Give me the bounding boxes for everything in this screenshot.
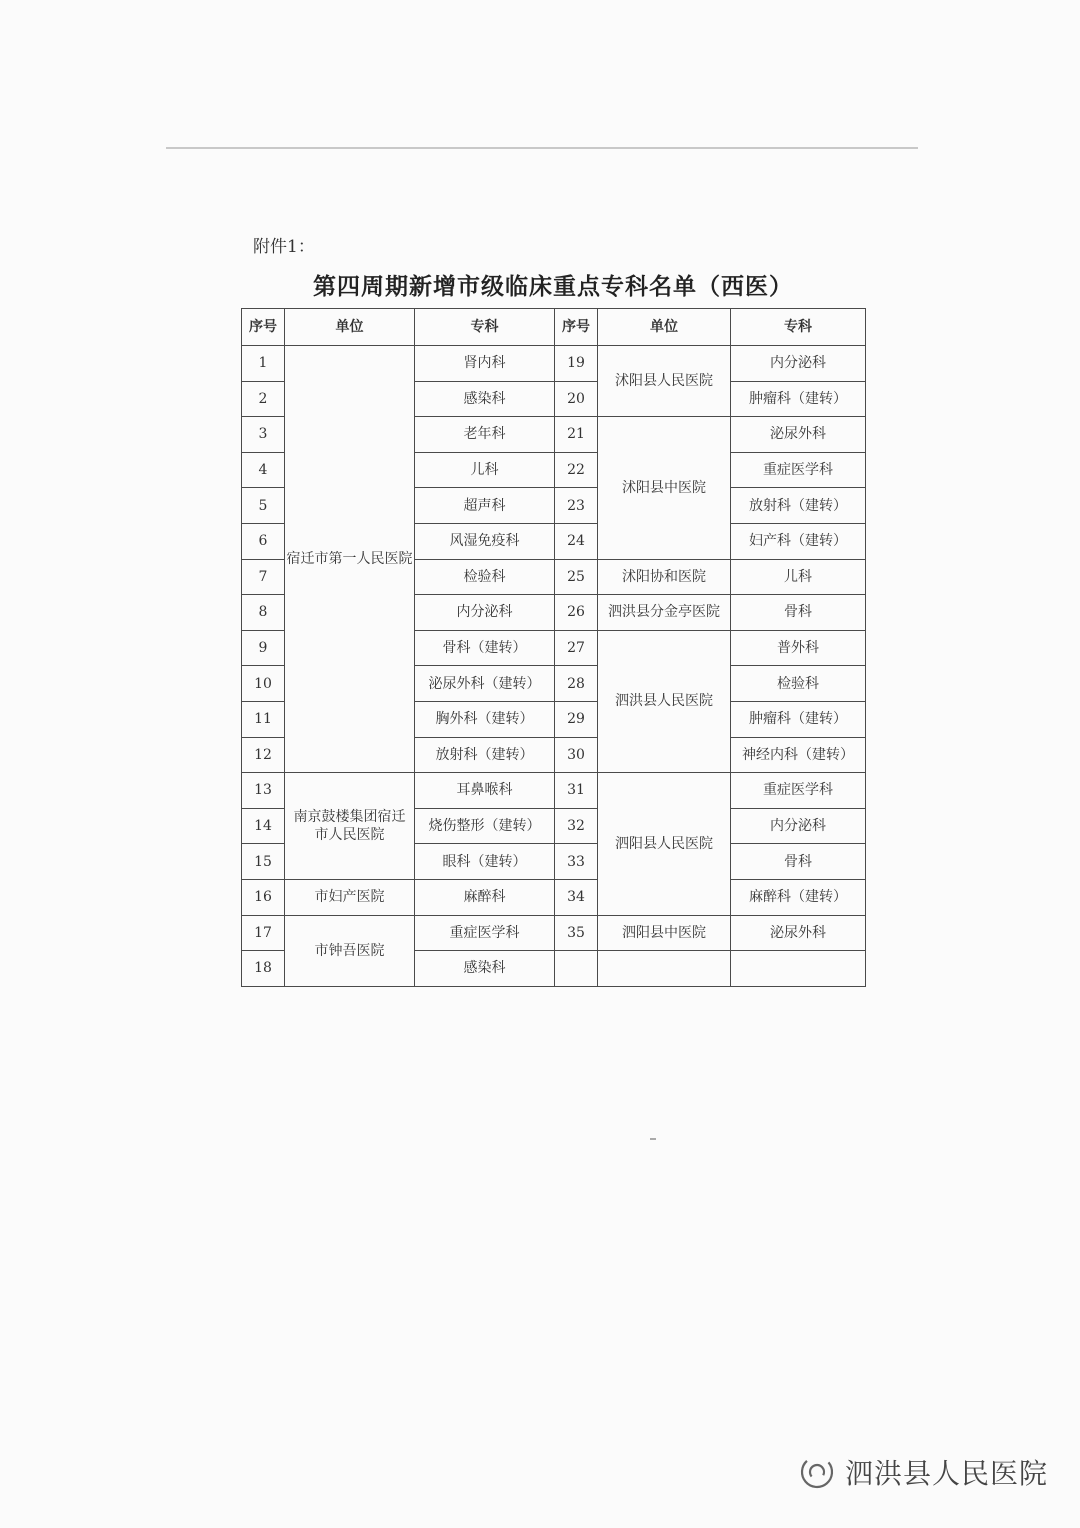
seq-cell: 5 [242, 488, 285, 524]
specialty-cell: 肿瘤科（建转） [731, 701, 866, 737]
seq-cell: 25 [555, 559, 598, 595]
table-row [242, 773, 866, 809]
specialty-cell: 重症医学科 [731, 773, 866, 809]
seq-cell: 18 [242, 951, 285, 987]
seq-cell: 21 [555, 417, 598, 453]
attachment-label: 附件1： [253, 237, 315, 257]
unit-cell: 宿迁市第一人民医院 [285, 346, 415, 773]
specialty-cell: 肾内科 [415, 346, 555, 382]
seq-cell: 23 [555, 488, 598, 524]
specialty-cell: 感染科 [415, 381, 555, 417]
specialty-cell: 儿科 [415, 452, 555, 488]
seq-cell: 16 [242, 879, 285, 915]
specialty-cell: 胸外科（建转） [415, 701, 555, 737]
specialty-cell: 麻醉科 [415, 879, 555, 915]
specialty-cell: 耳鼻喉科 [415, 773, 555, 809]
document-title: 第四周期新增市级临床重点专科名单（西医） [313, 273, 793, 300]
seq-cell: 28 [555, 666, 598, 702]
seq-cell: 10 [242, 666, 285, 702]
specialty-cell: 放射科（建转） [731, 488, 866, 524]
unit-cell: 泗阳县中医院 [598, 915, 731, 951]
specialty-cell: 老年科 [415, 417, 555, 453]
specialty-cell: 内分泌科 [731, 808, 866, 844]
empty-cell [731, 951, 866, 987]
seq-cell: 13 [242, 773, 285, 809]
seq-cell: 27 [555, 630, 598, 666]
unit-cell: 沭阳协和医院 [598, 559, 731, 595]
unit-cell: 泗阳县人民医院 [598, 773, 731, 915]
specialty-cell: 神经内科（建转） [731, 737, 866, 773]
specialty-cell: 儿科 [731, 559, 866, 595]
seq-cell: 34 [555, 879, 598, 915]
header-unit: 单位 [598, 309, 731, 346]
seq-cell: 26 [555, 595, 598, 631]
seq-cell: 8 [242, 595, 285, 631]
header-seq: 序号 [555, 309, 598, 346]
specialty-cell: 骨科 [731, 595, 866, 631]
specialty-cell: 超声科 [415, 488, 555, 524]
unit-cell: 沭阳县中医院 [598, 417, 731, 559]
empty-cell [555, 951, 598, 987]
seq-cell: 3 [242, 417, 285, 453]
seq-cell: 20 [555, 381, 598, 417]
table-row [242, 879, 866, 915]
table-row [242, 915, 866, 951]
seq-cell: 1 [242, 346, 285, 382]
specialty-cell: 骨科 [731, 844, 866, 880]
seq-cell: 4 [242, 452, 285, 488]
specialty-cell: 泌尿外科（建转） [415, 666, 555, 702]
empty-cell [598, 951, 731, 987]
wechat-official-account-icon [799, 1454, 835, 1490]
header-unit: 单位 [285, 309, 415, 346]
specialty-cell: 内分泌科 [731, 346, 866, 382]
specialty-cell: 麻醉科（建转） [731, 879, 866, 915]
seq-cell: 32 [555, 808, 598, 844]
scan-speck [650, 1138, 656, 1140]
specialty-cell: 肿瘤科（建转） [731, 381, 866, 417]
unit-cell: 市钟吾医院 [285, 915, 415, 986]
account-name: 泗洪县人民医院 [844, 1457, 1048, 1490]
seq-cell: 9 [242, 630, 285, 666]
seq-cell: 12 [242, 737, 285, 773]
specialty-cell: 检验科 [415, 559, 555, 595]
seq-cell: 15 [242, 844, 285, 880]
seq-cell: 7 [242, 559, 285, 595]
specialty-cell: 普外科 [731, 630, 866, 666]
header-divider [166, 147, 918, 149]
specialty-cell: 烧伤整形（建转） [415, 808, 555, 844]
seq-cell: 2 [242, 381, 285, 417]
specialty-cell: 重症医学科 [415, 915, 555, 951]
header-row [242, 309, 866, 346]
specialty-cell: 检验科 [731, 666, 866, 702]
specialty-cell: 风湿免疫科 [415, 523, 555, 559]
unit-cell: 南京鼓楼集团宿迁市人民医院 [285, 773, 415, 880]
seq-cell: 22 [555, 452, 598, 488]
seq-cell: 35 [555, 915, 598, 951]
specialty-cell: 眼科（建转） [415, 844, 555, 880]
seq-cell: 31 [555, 773, 598, 809]
seq-cell: 14 [242, 808, 285, 844]
header-specialty: 专科 [731, 309, 866, 346]
specialty-cell: 妇产科（建转） [731, 523, 866, 559]
seq-cell: 11 [242, 701, 285, 737]
seq-cell: 6 [242, 523, 285, 559]
specialty-cell: 内分泌科 [415, 595, 555, 631]
seq-cell: 29 [555, 701, 598, 737]
specialty-table [241, 308, 866, 987]
unit-cell: 泗洪县人民医院 [598, 630, 731, 772]
seq-cell: 30 [555, 737, 598, 773]
header-seq: 序号 [242, 309, 285, 346]
specialty-cell: 泌尿外科 [731, 915, 866, 951]
specialty-cell: 放射科（建转） [415, 737, 555, 773]
specialty-cell: 泌尿外科 [731, 417, 866, 453]
table-row [242, 346, 866, 382]
seq-cell: 24 [555, 523, 598, 559]
unit-cell: 沭阳县人民医院 [598, 346, 731, 417]
header-specialty: 专科 [415, 309, 555, 346]
seq-cell: 17 [242, 915, 285, 951]
seq-cell: 19 [555, 346, 598, 382]
specialty-cell: 重症医学科 [731, 452, 866, 488]
unit-cell: 市妇产医院 [285, 879, 415, 915]
specialty-cell: 感染科 [415, 951, 555, 987]
unit-cell: 泗洪县分金亭医院 [598, 595, 731, 631]
seq-cell: 33 [555, 844, 598, 880]
specialty-cell: 骨科（建转） [415, 630, 555, 666]
account-watermark [799, 1452, 1048, 1492]
